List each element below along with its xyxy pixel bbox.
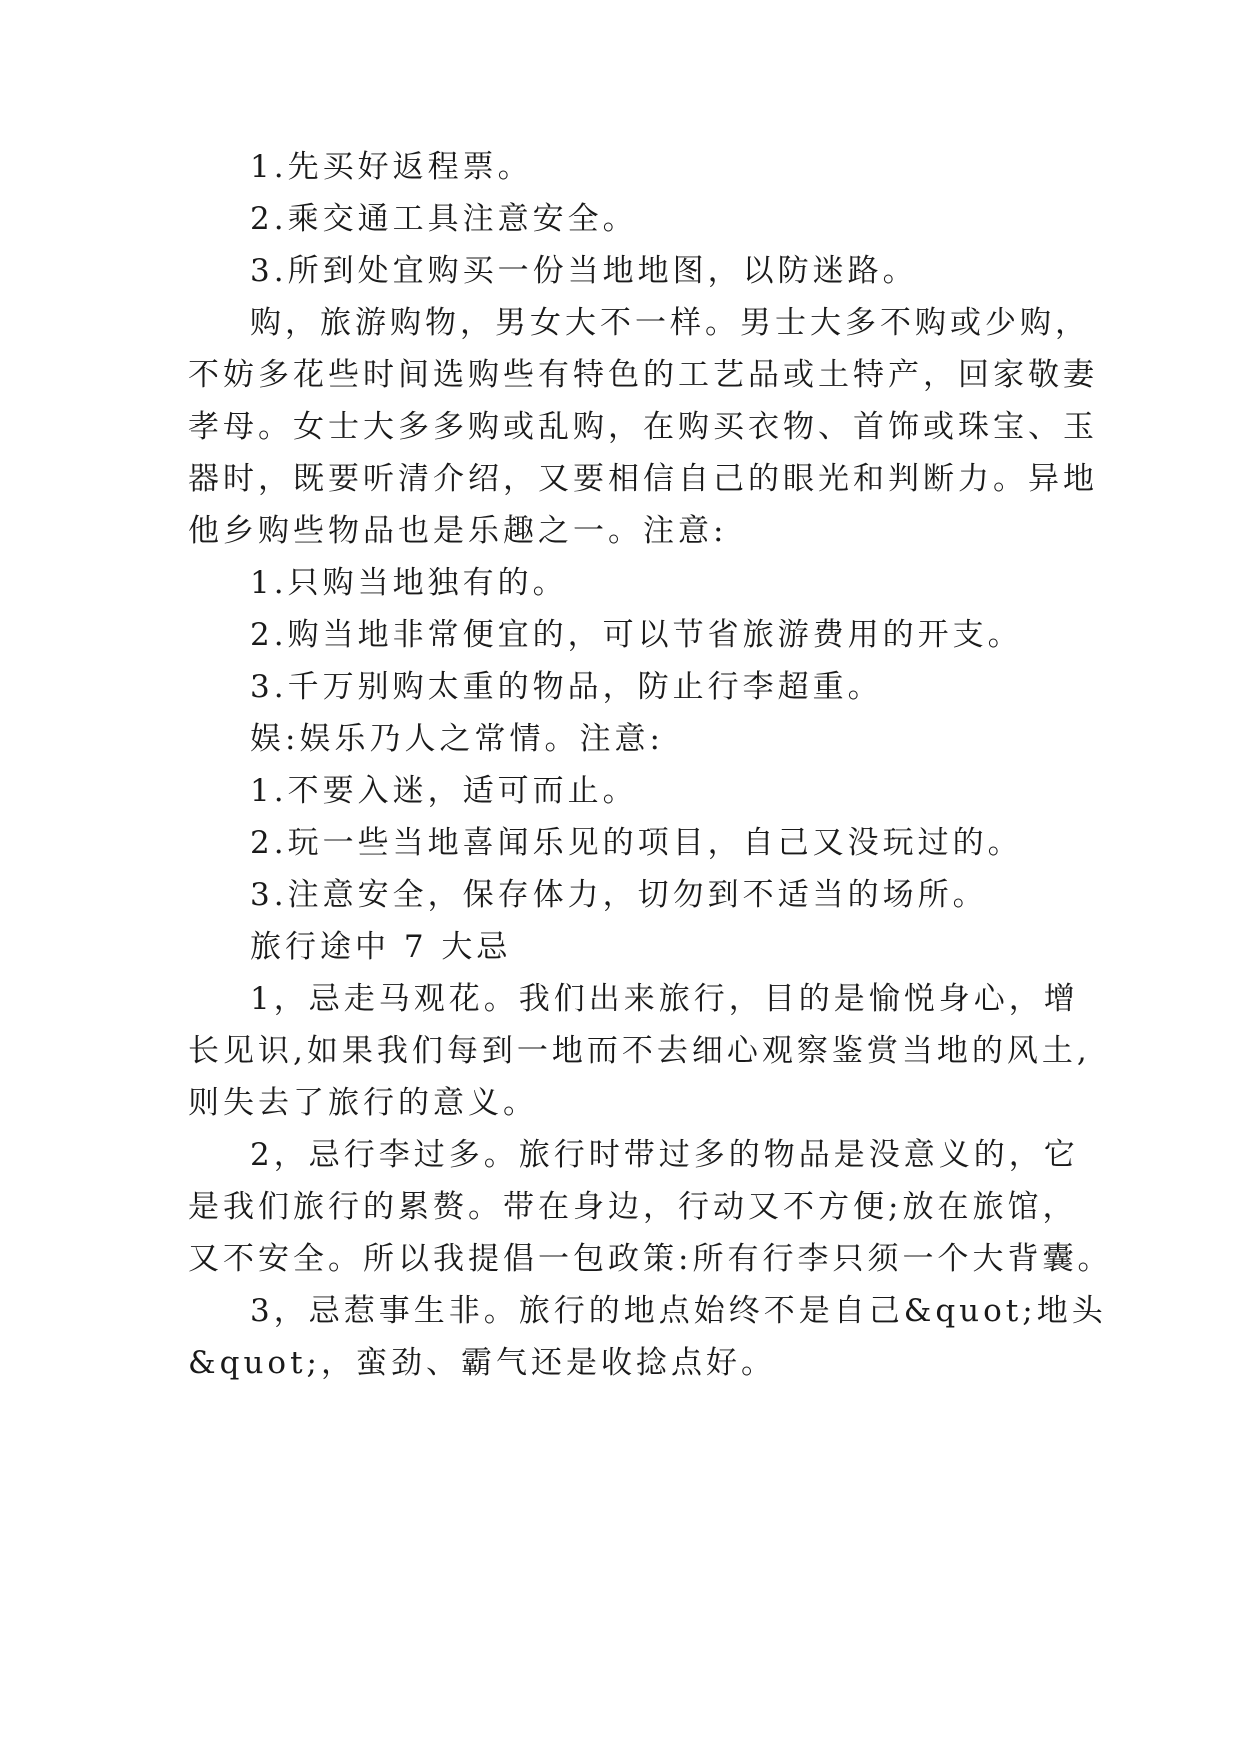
text-line: &quot;，蛮劲、霸气还是收捻点好。 xyxy=(188,1345,776,1381)
text-line: 又不安全。所以我提倡一包政策:所有行李只须一个大背囊。 xyxy=(188,1241,1113,1277)
text-line: 购，旅游购物，男女大不一样。男士大多不购或少购， xyxy=(250,305,1090,341)
text-line: 是我们旅行的累赘。带在身边，行动又不方便;放在旅馆， xyxy=(188,1189,1078,1225)
text-line: 3，忌惹事生非。旅行的地点始终不是自己&quot;地头 xyxy=(250,1293,1107,1329)
text-line: 则失去了旅行的意义。 xyxy=(188,1085,538,1121)
text-line: 2.玩一些当地喜闻乐见的项目，自己又没玩过的。 xyxy=(250,825,1023,861)
section-heading: 旅行途中 7 大忌 xyxy=(250,929,512,965)
text-line: 3.千万别购太重的物品，防止行李超重。 xyxy=(250,669,883,705)
text-line: 3.注意安全，保存体力，切勿到不适当的场所。 xyxy=(250,877,988,913)
text-line: 他乡购些物品也是乐趣之一。注意: xyxy=(188,513,728,549)
text-line: 孝母。女士大多多购或乱购，在购买衣物、首饰或珠宝、玉 xyxy=(188,409,1098,445)
text-line: 1.先买好返程票。 xyxy=(250,149,533,185)
text-line: 1.只购当地独有的。 xyxy=(250,565,568,601)
text-line: 2.购当地非常便宜的，可以节省旅游费用的开支。 xyxy=(250,617,1023,653)
text-line: 1.不要入迷，适可而止。 xyxy=(250,773,638,809)
text-line: 2.乘交通工具注意安全。 xyxy=(250,201,638,237)
text-line: 不妨多花些时间选购些有特色的工艺品或土特产，回家敬妻 xyxy=(188,357,1098,393)
text-line: 3.所到处宜购买一份当地地图，以防迷路。 xyxy=(250,253,918,289)
text-line: 1，忌走马观花。我们出来旅行，目的是愉悦身心，增 xyxy=(250,981,1079,1017)
text-line: 娱:娱乐乃人之常情。注意: xyxy=(250,721,664,757)
text-line: 长见识,如果我们每到一地而不去细心观察鉴赏当地的风土, xyxy=(188,1033,1091,1069)
text-line: 2，忌行李过多。旅行时带过多的物品是没意义的，它 xyxy=(250,1137,1079,1173)
text-line: 器时，既要听清介绍，又要相信自己的眼光和判断力。异地 xyxy=(188,461,1098,497)
